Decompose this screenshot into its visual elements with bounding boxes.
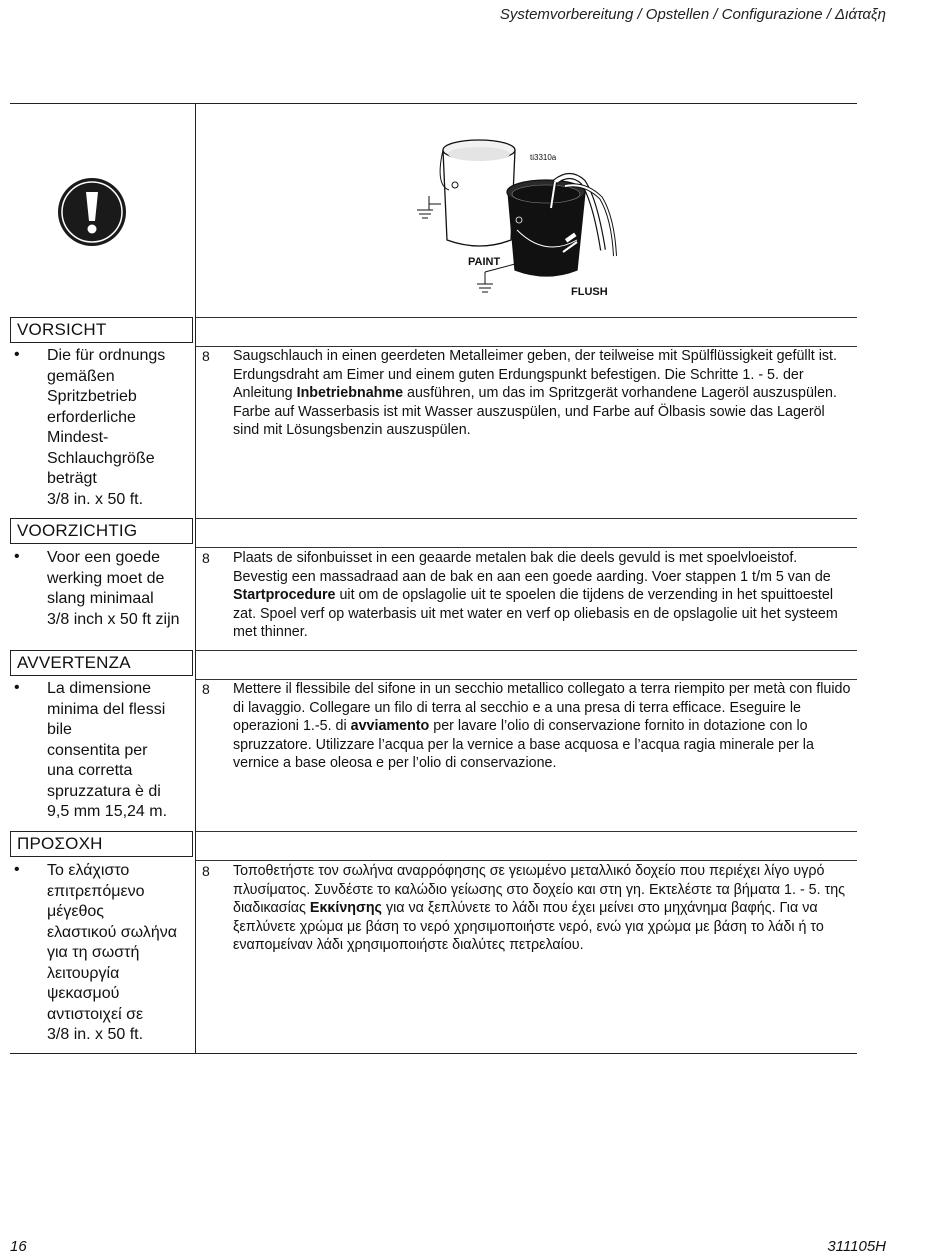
figure-flush-label: FLUSH	[571, 286, 608, 298]
caution-line: minima del flessi	[47, 700, 166, 718]
page-number: 16	[10, 1238, 27, 1255]
caution-heading: VORSICHT	[17, 320, 107, 339]
step-text-part: Plaats de sifonbuisset in een geaarde metalen bak die deels gevuld is met spoelvloeistof. Bevestig een massadraad aan de bak en aan een goede aarding. Voer stappen 1 t/m 5 van de	[233, 550, 831, 585]
caution-heading: VOORZICHTIG	[17, 521, 138, 540]
caution-heading-box	[10, 317, 193, 343]
caution-heading: ΠΡΟΣΟΧΗ	[17, 834, 103, 853]
caution-line: Spritzbetrieb	[47, 388, 137, 405]
caution-line: ψεκασμού	[47, 985, 120, 1002]
caution-line: 3/8 in. x 50 ft.	[47, 490, 144, 508]
step-emphasis: Startprocedure	[233, 587, 336, 603]
step-text-part: Saugschlauch in einen geerdeten Metalleimer geben, der teilweise mit Spülflüssigkeit gefüllt ist. Erdungsdraht am Eimer und einem guten Erdungspunkt befestigen. Die Schritte 1. - 5. der Anleitung	[233, 348, 837, 401]
bullet: •	[14, 679, 20, 696]
caution-line: La dimensione	[47, 680, 152, 697]
step-text-part: ausführen, um das im Spritzgerät vorhandene Lageröl auszuspülen. Farbe auf Wasserbasis ist mit Wasser auszuspülen, und Farbe auf Ölbasis sowie das Lageröl sind mit Lösungsbenzin auszuspülen.	[233, 385, 837, 438]
bullet: •	[14, 861, 20, 878]
exclamation-warning-icon	[57, 177, 127, 252]
caution-line: ελαστικού σωλήνα	[47, 923, 177, 941]
caution-heading: AVVERTENZA	[17, 653, 131, 672]
step-text-part: Τοποθετήστε τον σωλήνα αναρρόφησης σε γειωμένο μεταλλικό δοχείο που περιέχει λίγο υγρό πλυσίματος. Συνδέστε το καλώδιο γείωσης στο δοχείο και στη γη. Εκτελέστε τα βήματα 1. - 5. της διαδικασίας	[233, 863, 846, 916]
caution-line: 9,5 mm 15,24 m.	[47, 803, 168, 820]
caution-text	[47, 679, 192, 823]
table-top-rule	[10, 103, 857, 104]
caution-line: Voor een goede	[47, 549, 160, 566]
step-number: 8	[202, 550, 210, 566]
caution-line: spruzzatura è di	[47, 782, 161, 800]
caution-line: werking moet de	[47, 569, 165, 587]
table-bottom-rule	[10, 1053, 857, 1054]
caution-line: αντιστοιχεί σε	[47, 1005, 144, 1023]
caution-line: consentita per	[47, 741, 148, 759]
step-text	[233, 347, 853, 440]
caution-line: bile	[47, 721, 72, 738]
caution-line: Schlauchgröße	[47, 449, 155, 467]
section-rule	[196, 547, 857, 548]
caution-text	[47, 346, 192, 510]
step-number: 8	[202, 348, 210, 364]
caution-line: slang minimaal	[47, 590, 154, 607]
caution-line: una corretta	[47, 762, 133, 779]
step-text	[233, 680, 853, 773]
step-emphasis: Εκκίνησης	[309, 900, 382, 916]
flush-bucket-illustration	[405, 130, 630, 310]
step-emphasis: Inbetriebnahme	[296, 385, 404, 401]
caution-line: gemäßen	[47, 367, 115, 385]
caution-line: μέγεθος	[47, 903, 104, 920]
section-rule	[196, 650, 857, 651]
section-rule	[196, 518, 857, 519]
step-text-part: per lavare l’olio di conservazione fornito in dotazione con lo spruzzatore. Utilizzare l’acqua per la vernice a base acquosa e l’acqua ragia minerale per la vernice a base oleosa e per l’olio di conservazione.	[233, 718, 814, 771]
step-emphasis: avviamento	[350, 718, 430, 734]
caution-line: Το ελάχιστο	[47, 862, 130, 879]
table-column-divider	[195, 103, 196, 1054]
page-header-title: Systemvorbereitung / Opstellen / Configurazione / Διάταξη	[499, 6, 886, 23]
caution-line: beträgt	[47, 470, 97, 487]
caution-line: Mindest-	[47, 429, 109, 446]
caution-heading-box	[10, 831, 193, 857]
section-rule	[196, 831, 857, 832]
section-rule	[196, 860, 857, 861]
caution-text	[47, 861, 192, 1046]
step-text	[233, 862, 853, 955]
caution-heading-box	[10, 650, 193, 676]
step-number: 8	[202, 863, 210, 879]
step-text-part: για να ξεπλύνετε το λάδι που έχει μείνει στο μηχάνημα βαφής. Για να ξεπλύνετε χρώμα με βάση το νερό χρησιμοποιήστε νερό, ενώ για χρώμα με βάση το λάδι ή το εναπομείναν λάδι χρησιμοποιήστε διαλύτες πετρελαίου.	[233, 900, 824, 953]
caution-line: erforderliche	[47, 408, 136, 426]
step-text-part: uit om de opslagolie uit te spoelen die tijdens de verzending in het spuittoestel zat. Spoel verf op waterbasis uit met water en verf op oliebasis en de opslagolie uit het systeem met thinner.	[233, 587, 838, 640]
caution-line: 3/8 in. x 50 ft.	[47, 1026, 144, 1043]
caution-line: Die für ordnungs	[47, 347, 166, 364]
step-text	[233, 549, 853, 642]
step-number: 8	[202, 681, 210, 697]
caution-heading-box	[10, 518, 193, 544]
caution-line: 3/8 inch x 50 ft zijn	[47, 610, 180, 628]
caution-text	[47, 548, 192, 630]
bullet: •	[14, 346, 20, 363]
caution-line: λειτουργία	[47, 964, 120, 982]
section-rule	[196, 317, 857, 318]
bullet: •	[14, 548, 20, 565]
step-text-part: Mettere il flessibile del sifone in un secchio metallico collegato a terra riempito per metà con fluido di lavaggio. Collegare un filo di terra al secchio e a una presa di terra efficace. Eseguire le operazioni 1.-5. di	[233, 681, 851, 734]
document-id: 311105H	[827, 1238, 886, 1255]
caution-line: για τη σωστή	[47, 944, 140, 961]
figure-code-label: ti3310a	[530, 153, 557, 162]
figure-paint-label: PAINT	[468, 256, 501, 268]
caution-line: επιτρεπόμενο	[47, 882, 145, 900]
